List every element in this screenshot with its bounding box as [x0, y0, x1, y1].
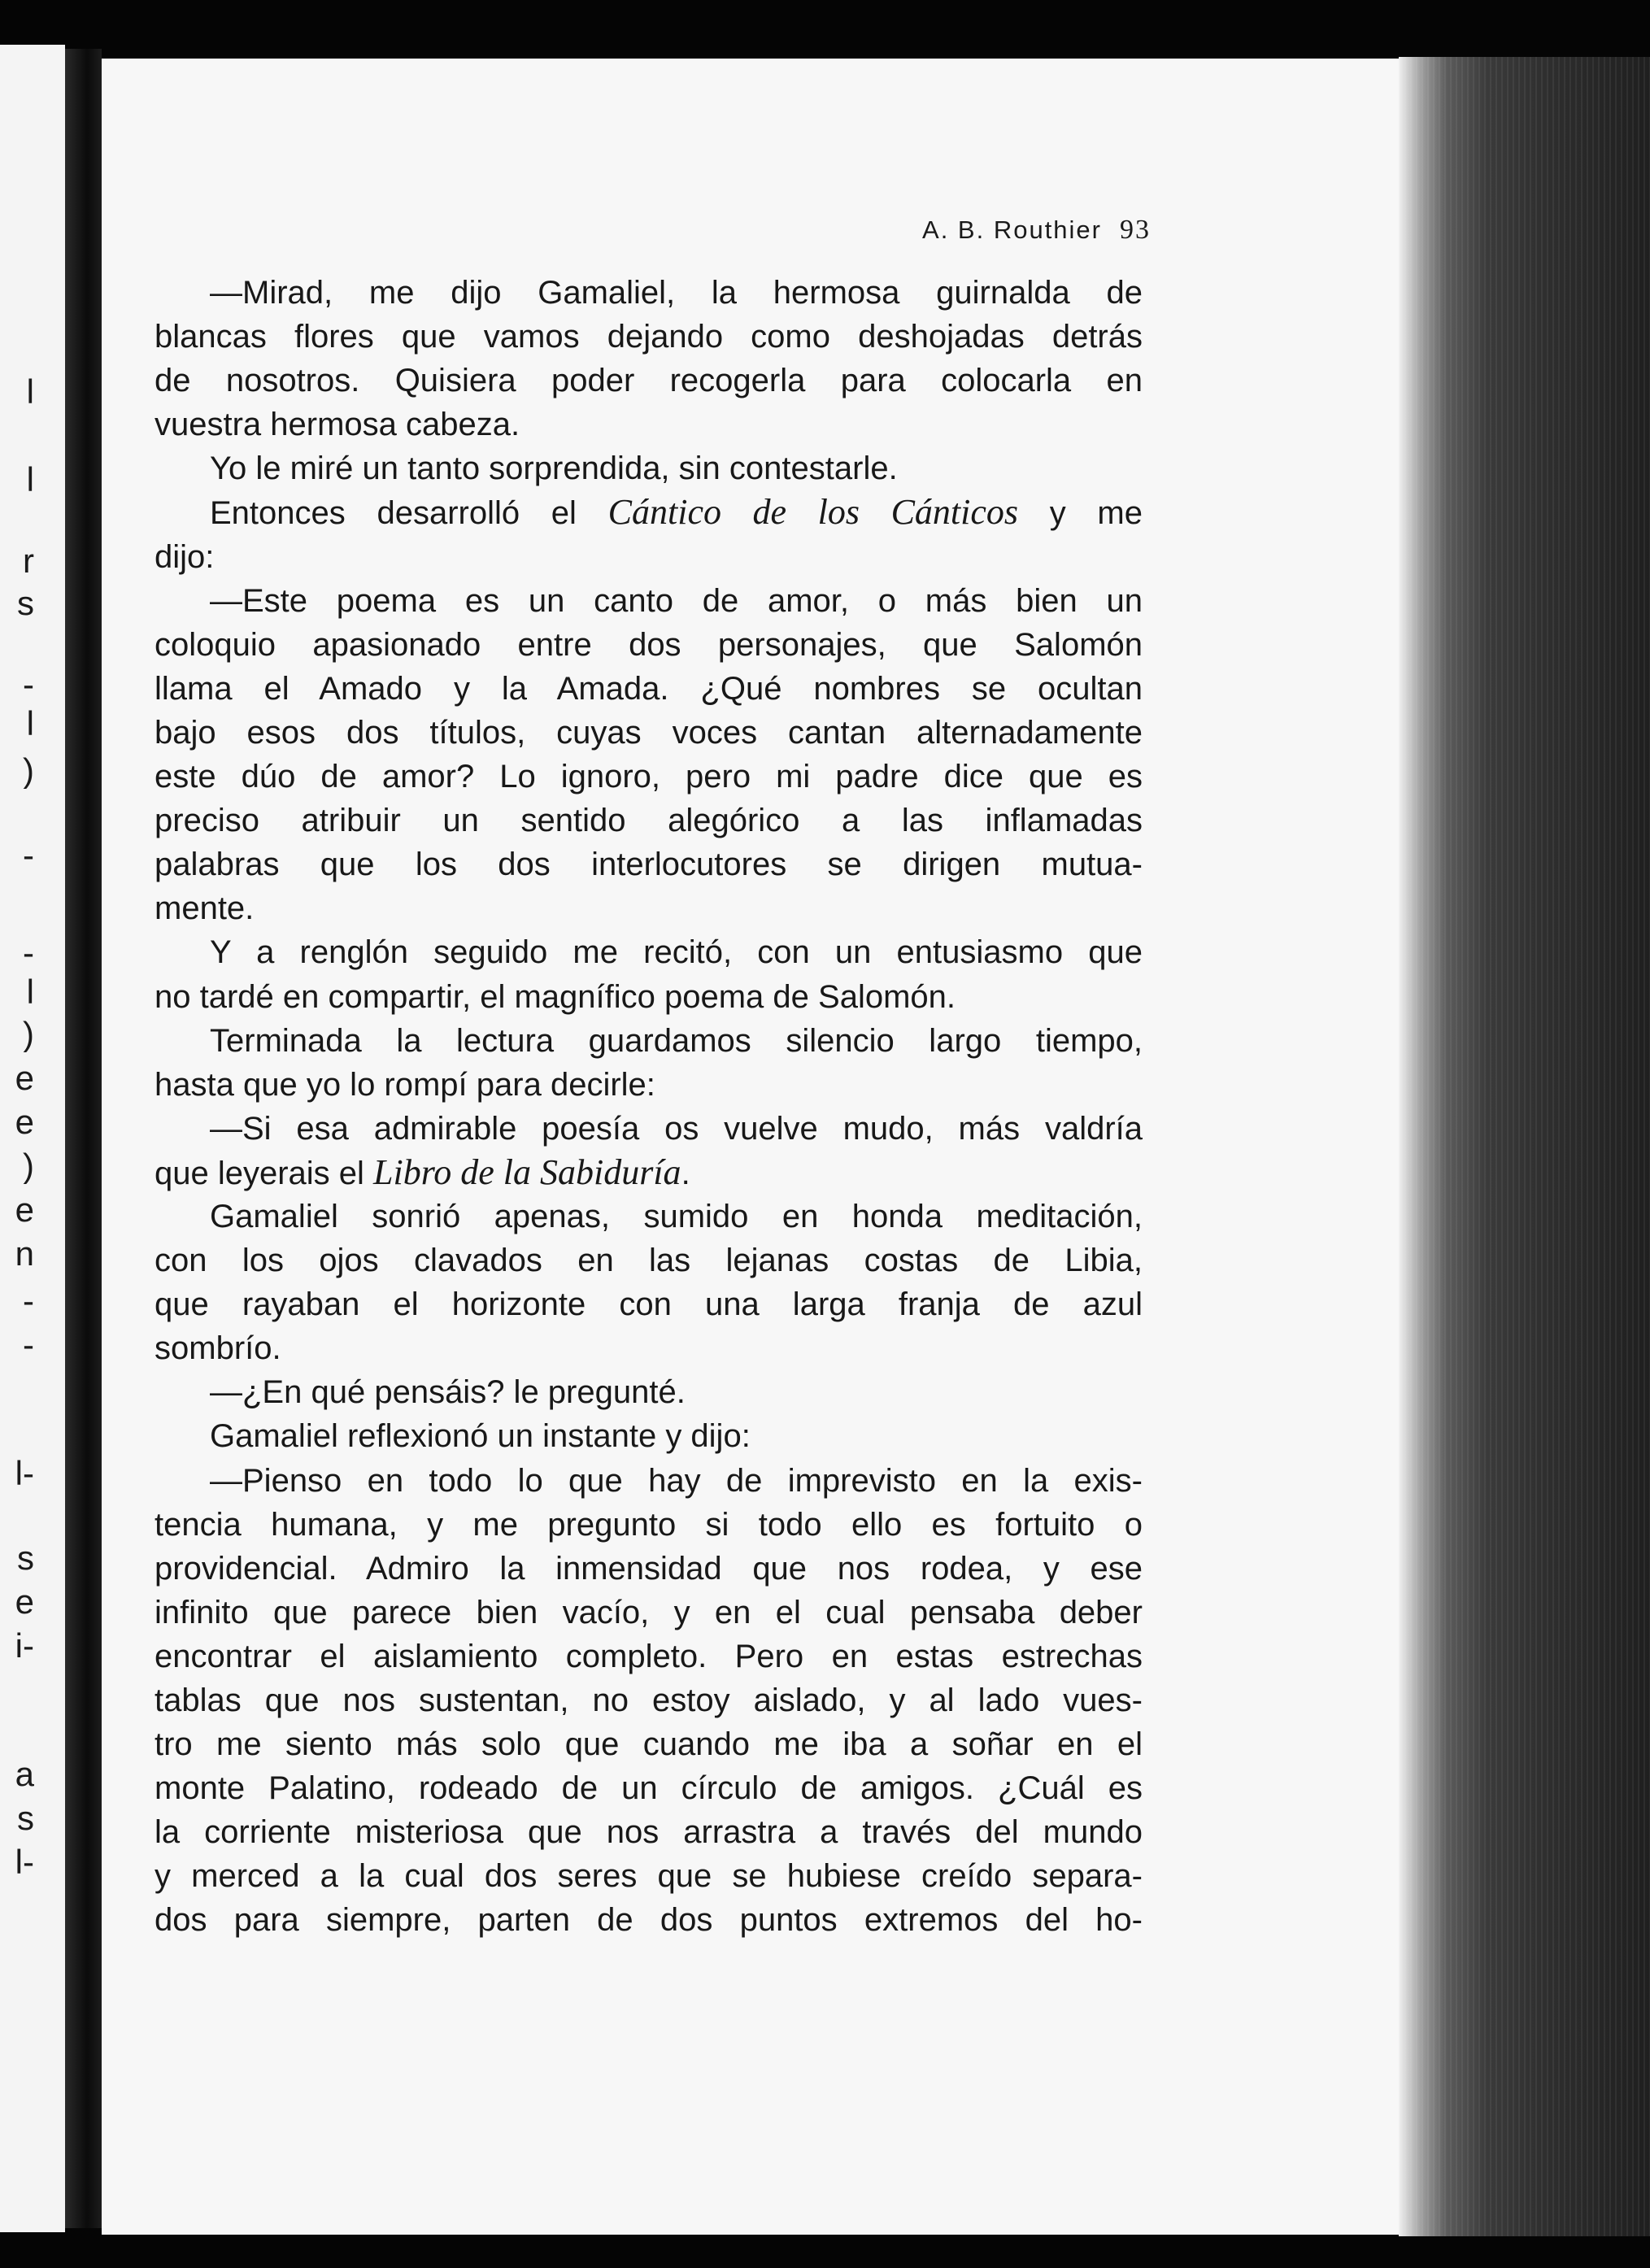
text-segment: —Este poema es un canto de amor, o más bien un	[210, 582, 1143, 619]
left-page-fragment: )	[23, 1148, 34, 1184]
running-head-author: A. B. Routhier	[922, 215, 1102, 244]
text-segment: mente.	[155, 890, 255, 927]
text-line	[155, 315, 1143, 359]
text-segment: con los ojos clavados en las lejanas costas de Libia,	[155, 1243, 1143, 1279]
text-line	[155, 930, 1143, 974]
text-line	[155, 1370, 1143, 1414]
text-segment: Terminada la lectura guardamos silencio largo tiempo,	[210, 1022, 1143, 1059]
left-page-fragment: l	[26, 974, 34, 1010]
text-segment: y me	[1018, 495, 1143, 532]
left-page-fragment: -	[23, 838, 34, 873]
text-segment: Gamaliel reflexionó un instante y dijo:	[210, 1418, 751, 1455]
left-page-fragment: s	[17, 1540, 34, 1576]
text-segment: blancas flores que vamos dejando como deshojadas detrás	[155, 319, 1143, 355]
text-segment: providencial. Admiro la inmensidad que nos rodea, y ese	[155, 1550, 1143, 1587]
text-line	[155, 1591, 1143, 1635]
text-line	[155, 1326, 1143, 1370]
text-line	[155, 403, 1143, 446]
left-page-fragment: e	[15, 1060, 34, 1096]
text-segment: de nosotros. Quisiera poder recogerla para colocarla en	[155, 363, 1143, 399]
text-line	[155, 1854, 1143, 1898]
text-segment: llama el Amado y la Amada. ¿Qué nombres se ocultan	[155, 670, 1143, 707]
left-page-fragment: e	[15, 1104, 34, 1140]
left-page-fragment: -	[23, 667, 34, 703]
text-segment: y merced a la cual dos seres que se hubiese creído separa-	[155, 1858, 1143, 1895]
text-line	[155, 1282, 1143, 1326]
text-segment: palabras que los dos interlocutores se dirigen mutua-	[155, 847, 1143, 883]
text-line	[155, 623, 1143, 667]
left-page-fragment: i-	[15, 1628, 34, 1664]
text-segment: vuestra hermosa cabeza.	[155, 407, 520, 443]
book-gutter	[65, 49, 102, 2228]
text-segment: tablas que nos sustentan, no estoy aislado, y al lado vues-	[155, 1682, 1143, 1718]
text-segment: dos para siempre, parten de dos puntos extremos del ho-	[155, 1902, 1143, 1939]
left-page-fragment: e	[15, 1192, 34, 1228]
text-line	[155, 667, 1143, 711]
text-line	[155, 1459, 1143, 1503]
italic-title: Libro de la Sabiduría	[373, 1151, 681, 1192]
left-page-fragment: r	[23, 543, 34, 579]
text-line	[155, 1898, 1143, 1942]
left-page-fragment: n	[15, 1236, 34, 1272]
text-line	[155, 711, 1143, 755]
text-segment: que rayaban el horizonte con una larga franja de azul	[155, 1286, 1143, 1323]
text-segment: Gamaliel sonrió apenas, sumido en honda meditación,	[210, 1198, 1143, 1234]
text-line	[155, 799, 1143, 842]
text-line	[155, 1414, 1143, 1458]
left-page-fragment: e	[15, 1584, 34, 1620]
text-line	[155, 1678, 1143, 1722]
left-page-fragment: a	[15, 1757, 34, 1792]
text-segment: —Si esa admirable poesía os vuelve mudo, más valdría	[210, 1110, 1143, 1147]
left-page-fragment: )	[23, 753, 34, 789]
text-segment: Y a renglón seguido me recitó, con un entusiasmo que	[210, 934, 1143, 971]
left-page-fragment: )	[23, 1016, 34, 1052]
text-line	[155, 755, 1143, 799]
text-line	[155, 1063, 1143, 1107]
text-segment: dijo:	[155, 538, 215, 575]
text-segment: —Pienso en todo lo que hay de imprevisto en la exis-	[210, 1462, 1143, 1499]
left-page-fragment: s	[17, 1800, 34, 1836]
text-line	[155, 1195, 1143, 1238]
text-segment: bajo esos dos títulos, cuyas voces cantan alternadamente	[155, 714, 1143, 751]
text-line	[155, 1547, 1143, 1591]
text-segment: tencia humana, y me pregunto si todo ello es fortuito o	[155, 1506, 1143, 1543]
body-text	[155, 271, 1143, 1962]
left-page-fragment: l-	[15, 1844, 34, 1880]
text-line	[155, 579, 1143, 623]
text-segment: —Mirad, me dijo Gamaliel, la hermosa guirnalda de	[210, 275, 1143, 311]
text-segment: este dúo de amor? Lo ignoro, pero mi padre dice que es	[155, 759, 1143, 795]
text-line	[155, 1019, 1143, 1063]
text-segment: la corriente misteriosa que nos arrastra a través del mundo	[155, 1814, 1143, 1851]
text-line	[155, 1151, 1143, 1195]
text-line	[155, 1722, 1143, 1766]
left-page-fragment: l	[26, 462, 34, 498]
left-page-fragment: l	[26, 374, 34, 410]
left-page-fragment: -	[23, 1327, 34, 1363]
text-segment: infinito que parece bien vacío, y en el cual pensaba deber	[155, 1594, 1143, 1630]
text-line	[155, 1635, 1143, 1678]
text-line	[155, 886, 1143, 930]
left-page-fragment: s	[17, 586, 34, 621]
text-line	[155, 446, 1143, 490]
text-line	[155, 842, 1143, 886]
text-line	[155, 1107, 1143, 1151]
text-segment: monte Palatino, rodeado de un círculo de amigos. ¿Cuál es	[155, 1770, 1143, 1807]
text-segment: que leyerais el	[155, 1155, 374, 1191]
text-line	[155, 1503, 1143, 1547]
text-line	[155, 1238, 1143, 1282]
text-segment: —¿En qué pensáis? le pregunté.	[210, 1374, 686, 1411]
right-page-edge-shadow	[1399, 57, 1650, 2236]
text-line	[155, 359, 1143, 403]
text-segment: hasta que yo lo rompí para decirle:	[155, 1066, 655, 1103]
text-line	[155, 975, 1143, 1019]
text-segment: .	[681, 1155, 690, 1191]
left-page-fragment: -	[23, 1283, 34, 1319]
text-segment: preciso atribuir un sentido alegórico a las inflamadas	[155, 803, 1143, 839]
text-segment: coloquio apasionado entre dos personajes, que Salomón	[155, 626, 1143, 663]
page-number: 93	[1120, 215, 1151, 245]
left-page-fragment: l	[26, 706, 34, 742]
text-line	[155, 490, 1143, 534]
text-segment: Yo le miré un tanto sorprendida, sin contestarle.	[210, 451, 898, 487]
text-segment: encontrar el aislamiento completo. Pero en estas estrechas	[155, 1638, 1143, 1674]
text-segment: sombrío.	[155, 1330, 281, 1367]
left-page-fragment: l-	[15, 1456, 34, 1491]
text-line	[155, 1766, 1143, 1810]
text-segment: no tardé en compartir, el magnífico poema de Salomón.	[155, 978, 956, 1015]
text-line	[155, 1810, 1143, 1854]
left-page-fragment: -	[23, 935, 34, 971]
running-head	[850, 213, 1151, 247]
italic-title: Cántico de los Cánticos	[607, 492, 1019, 533]
text-segment: tro me siento más solo que cuando me iba a soñar en el	[155, 1726, 1143, 1763]
text-segment: Entonces desarrolló el	[210, 495, 608, 532]
text-line	[155, 271, 1143, 315]
text-line	[155, 535, 1143, 579]
